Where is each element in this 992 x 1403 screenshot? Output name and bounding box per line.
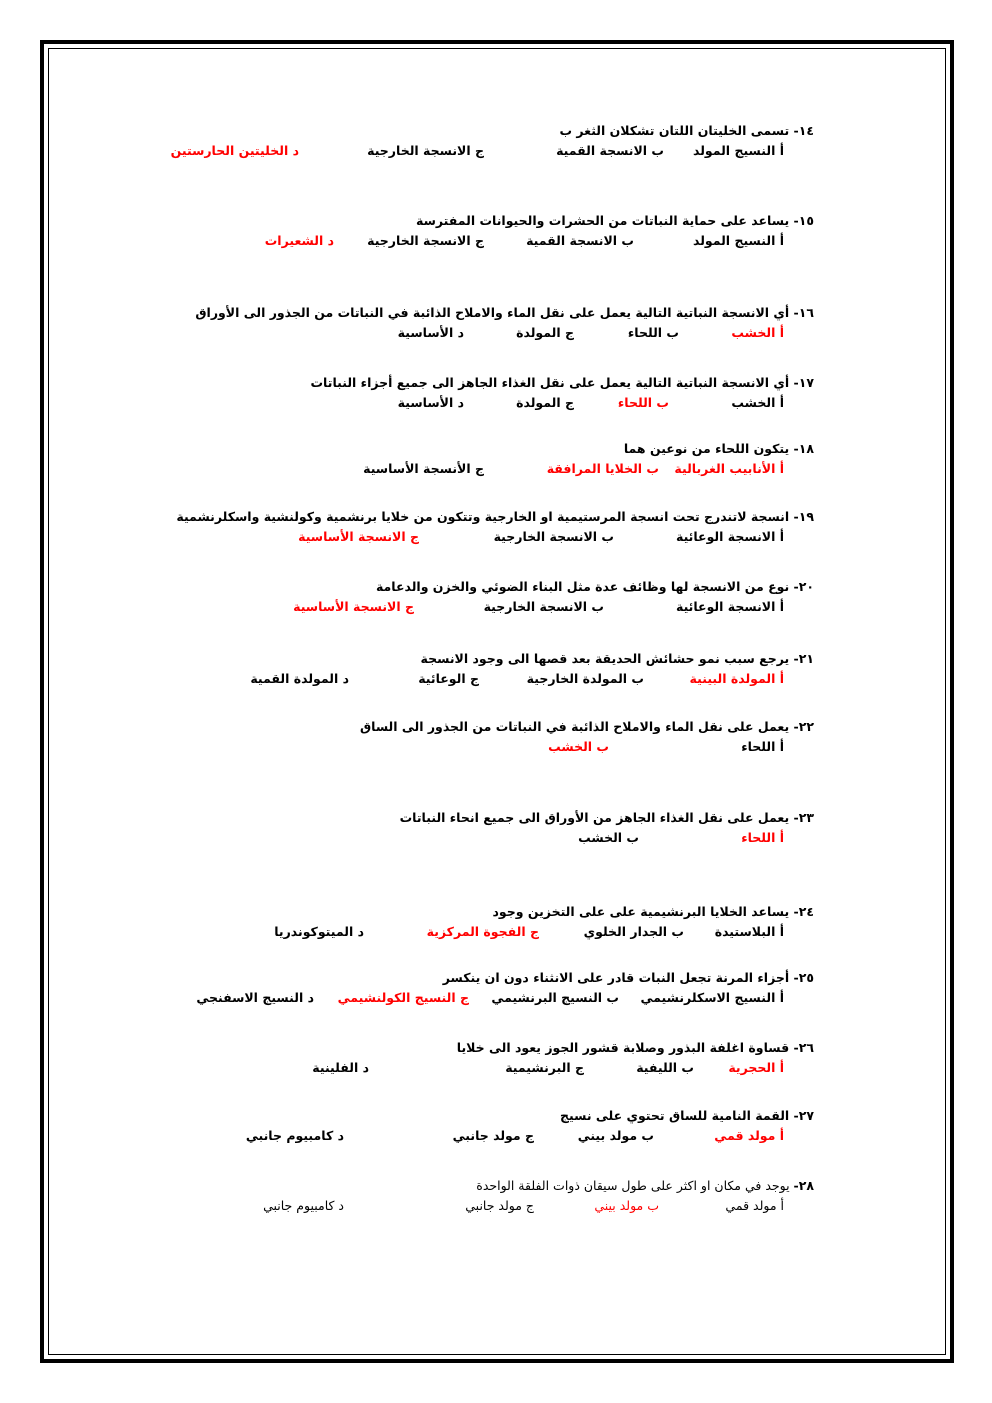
option-c: ج المولدة: [516, 395, 574, 410]
option-c: ج الأنسجة الأساسية: [363, 461, 484, 476]
option-b-correct: ب اللحاء: [617, 395, 669, 410]
question-15: [264, 213, 814, 248]
page-border-inner: [48, 48, 946, 1355]
option-c: ج الانسجة الخارجية: [367, 233, 484, 248]
option-a: أ النسيج المولد: [692, 143, 784, 158]
option-a: أ النسيج الاسكلرنشيمي: [640, 990, 784, 1005]
option-c: ج مولد جانبي: [465, 1198, 534, 1213]
question-number: ١٤-: [793, 123, 814, 138]
question-number: ١٦-: [793, 305, 814, 320]
question-text: يساعد الخلايا البرنشيمية على على التخزين وجود: [492, 904, 790, 919]
question-26: [312, 1040, 814, 1075]
option-a: أ النسيج المولد: [692, 233, 784, 248]
option-d: د الأساسية: [397, 325, 464, 340]
question-number: ١٩-: [793, 509, 814, 524]
option-d-correct: د الشعيرات: [264, 233, 334, 248]
option-d: د الفلينية: [312, 1060, 369, 1075]
option-d: د الميتوكوندريا: [274, 924, 364, 939]
option-b-correct: ب مولد بيني: [594, 1198, 659, 1213]
question-18: [363, 441, 814, 476]
question-text: انسجة لاتندرج تحت انسجة المرستيمية او الخارجية وتتكون من خلايا برنشمية وكولنشية واسكلرنشمية: [176, 509, 790, 524]
question-text: يساعد على حماية النباتات من الحشرات والحيوانات المفترسة: [416, 213, 790, 228]
question-number: ٢٧-: [793, 1108, 814, 1123]
option-c: ج المولدة: [516, 325, 574, 340]
question-text: يوجد في مكان او اكثر على طول سيقان ذوات الفلقة الواحدة: [476, 1178, 790, 1193]
option-b: ب الانسجة القمية: [526, 233, 634, 248]
option-a: أ الانسجة الوعائية: [675, 599, 784, 614]
option-a-correct: أ الحجرية: [728, 1060, 784, 1075]
option-b: ب المولدة الخارجية: [526, 671, 644, 686]
question-text: أجزاء المرنة تجعل النبات قادر على الانثناء دون ان ينكسر: [442, 970, 790, 985]
option-a-correct: أ المولدة البينية: [689, 671, 784, 686]
option-b: ب الانسجة القمية: [556, 143, 664, 158]
option-c: ج الوعائية: [418, 671, 479, 686]
option-a-correct: أ اللحاء: [741, 830, 784, 845]
option-d: د كامبيوم جانبي: [263, 1198, 344, 1213]
question-number: ٢٤-: [793, 904, 814, 919]
question-23: [399, 810, 814, 845]
question-28: [263, 1178, 814, 1213]
question-text: نوع من الانسجة لها وظائف عدة مثل البناء الضوئي والخزن والدعامة: [375, 579, 790, 594]
option-b-correct: ب الخلايا المرافقة: [546, 461, 659, 476]
question-text: يرجع سبب نمو حشائش الحديقة بعد قصها الى وجود الانسجة: [420, 651, 790, 666]
question-number: ٢٥-: [793, 970, 814, 985]
question-text: يعمل على نقل الماء والاملاح الذائبة في النباتات من الجذور الى الساق: [359, 719, 790, 734]
question-number: ٢٣-: [793, 810, 814, 825]
option-c-correct: ج الانسجة الأساسية: [293, 599, 414, 614]
option-b: ب النسيج البرنشيمي: [491, 990, 619, 1005]
question-25: [196, 970, 814, 1005]
option-b: ب الخشب: [578, 830, 639, 845]
option-a-correct: أ الخشب: [731, 325, 784, 340]
option-c-correct: ج الفجوة المركزية: [426, 924, 539, 939]
option-b: ب الانسجة الخارجية: [483, 599, 604, 614]
question-number: ١٨-: [793, 441, 814, 456]
option-c: ج البرنشيمية: [505, 1060, 584, 1075]
question-text: أي الانسجة النباتية التالية يعمل على نقل الماء والاملاح الذائبة في النباتات من الجذور الى الأوراق: [195, 305, 790, 320]
question-text: القمة النامية للساق تحتوي على نسيج: [559, 1108, 790, 1123]
option-c: ج الانسجة الخارجية: [367, 143, 484, 158]
option-d: د الأساسية: [397, 395, 464, 410]
option-d: د المولدة القمية: [250, 671, 349, 686]
option-b: ب الليفية: [636, 1060, 694, 1075]
question-number: ٢٢-: [793, 719, 814, 734]
question-number: ٢١-: [793, 651, 814, 666]
option-a-correct: أ الأنابيب الغربالية: [674, 461, 784, 476]
option-b-correct: ب الخشب: [548, 739, 609, 754]
question-19: [176, 509, 814, 544]
question-14: [170, 123, 814, 158]
option-c: ج مولد جانبي: [452, 1128, 534, 1143]
option-b: ب الانسجة الخارجية: [493, 529, 614, 544]
question-24: [274, 904, 814, 939]
question-17: [310, 375, 815, 410]
option-a: أ مولد قمي: [725, 1198, 784, 1213]
option-a: أ اللحاء: [741, 739, 784, 754]
option-b: ب اللحاء: [627, 325, 679, 340]
option-c-correct: ج الانسجة الأساسية: [298, 529, 419, 544]
question-16: [195, 305, 814, 340]
question-22: [359, 719, 814, 754]
option-d: د كامبيوم جانبي: [245, 1128, 344, 1143]
question-20: [293, 579, 814, 614]
question-number: ٢٠-: [793, 579, 814, 594]
option-d-correct: د الخليتين الحارستين: [170, 143, 299, 158]
question-text: قساوة اغلفة البذور وصلابة قشور الجوز يعود الى خلايا: [456, 1040, 790, 1055]
question-21: [250, 651, 814, 686]
option-b: ب مولد بيني: [577, 1128, 654, 1143]
question-number: ١٧-: [793, 375, 814, 390]
question-text: أي الانسجة النباتية التالية يعمل على نقل الغذاء الجاهز الى جميع أجزاء النباتات: [310, 375, 790, 390]
option-a: أ الخشب: [731, 395, 784, 410]
question-number: ٢٨-: [793, 1178, 814, 1193]
question-27: [245, 1108, 814, 1143]
option-b: ب الجدار الخلوي: [583, 924, 684, 939]
option-c-correct: ج النسيج الكولنشيمي: [337, 990, 469, 1005]
option-a: أ البلاستيدة: [714, 924, 784, 939]
question-number: ١٥-: [793, 213, 814, 228]
question-text: يتكون اللحاء من نوعين هما: [623, 441, 790, 456]
question-number: ٢٦-: [793, 1040, 814, 1055]
option-a-correct: أ مولد قمي: [714, 1128, 784, 1143]
question-text: تسمى الخليتان اللتان تشكلان الثغر ب: [559, 123, 790, 138]
option-a: أ الانسجة الوعائية: [675, 529, 784, 544]
option-d: د النسيج الاسفنجي: [196, 990, 314, 1005]
question-text: يعمل على نقل الغذاء الجاهز من الأوراق الى جميع انحاء النباتات: [399, 810, 790, 825]
